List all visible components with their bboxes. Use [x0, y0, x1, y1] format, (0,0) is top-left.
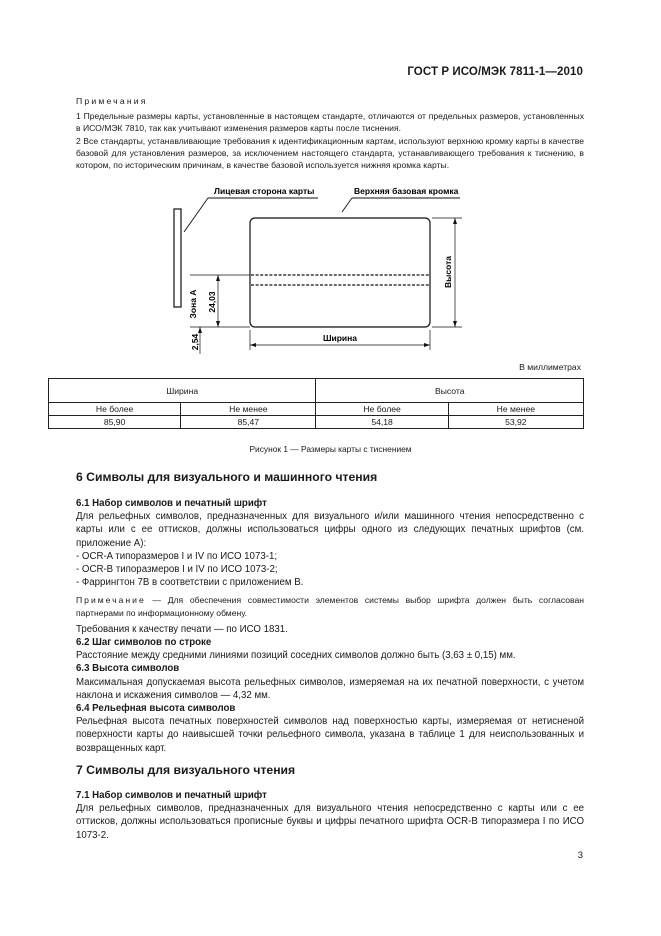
note-label: Примечание — [76, 595, 146, 606]
units-label: В миллиметрах — [519, 362, 581, 372]
paragraph: Для рельефных символов, предназначенных для визуального и/или машинного чтения непосредственно с карты или с ее оттисков, должны использоваться цифры одного из следующих печатных шрифтов (см. приложение А): — [76, 511, 584, 549]
col-height-header: Высота — [316, 379, 584, 403]
list-item: - OCR-B типоразмеров I и IV по ИСО 1073-2; — [76, 564, 278, 576]
paragraph: Расстояние между средними линиями позиций соседних символов должно быть (3,63 ± 0,15) мм. — [76, 650, 516, 662]
section-7-body — [76, 789, 584, 842]
label-height: Высота — [443, 256, 453, 288]
table-cell: 85,47 — [181, 416, 316, 429]
sub-header: Не менее — [448, 403, 583, 416]
card-front-view — [250, 218, 430, 327]
section-6-title: 6 Символы для визуального и машинного чтения — [76, 470, 378, 484]
subsection-6-4-title: 6.4 Рельефная высота символов — [76, 703, 236, 715]
table-cell: 53,92 — [448, 416, 583, 429]
paragraph: Рельефная высота печатных поверхностей символов над поверхностью карты, измеряемая от нетисненой поверхности карты до наивысшей точки рельефного символа, указана в таблице 1 для неиспользованных и возвращенных карт. — [76, 716, 584, 754]
note-text: — Для обеспечения совместимости элементов системы выбор шрифта должен быть согласован партнерами по информационному обмену. — [76, 595, 584, 618]
label-zone-dimension: 24,03 — [207, 291, 217, 313]
label-face-side: Лицевая сторона карты — [214, 186, 315, 196]
section-6-body — [76, 497, 584, 755]
page-number: 3 — [577, 850, 583, 861]
sub-header: Не более — [316, 403, 448, 416]
label-offset-dimension: 2,54 — [190, 333, 200, 351]
subsection-6-3-title: 6.3 Высота символов — [76, 663, 180, 675]
paragraph: Максимальная допускаемая высота рельефных символов, измеряемая на их печатной поверхности, с учетом наклона и искажения символов — 4,32 мм. — [76, 676, 584, 701]
section-7-title: 7 Символы для визуального чтения — [76, 763, 296, 777]
notes-block — [76, 95, 584, 171]
subsection-6-1-title: 6.1 Набор символов и печатный шрифт — [76, 498, 267, 509]
paragraph: Для рельефных символов, предназначенных для визуального чтения непосредственно с карты или с ее оттисков, должны использоваться прописные буквы и цифры печатного шрифта OCR-B типоразмера I по ИСО 1073-2. — [76, 803, 584, 841]
list-item: - Фаррингтон 7В в соответствии с приложением В. — [76, 577, 304, 589]
figure-caption: Рисунок 1 — Размеры карты с тиснением — [249, 444, 412, 454]
note-item: 1 Предельные размеры карты, установленные в настоящем стандарте, отличаются от предельных размеров, установленных в ИСО/МЭК 7810, так как учитывают изменения размеров карты после тиснения. — [76, 111, 584, 134]
paragraph: Требования к качеству печати — по ИСО 1831. — [76, 623, 288, 635]
note-item: 2 Все стандарты, устанавливающие требования к идентификационным картам, используют верхнюю кромку карты в качестве базовой для установления размеров, за исключением настоящего стандарта, устанавливающего требования к тиснению, в котором, по историческим причинам, в качестве базовой используется нижняя кромка карты. — [76, 135, 584, 171]
document-header: ГОСТ Р ИСО/МЭК 7811-1—2010 — [407, 66, 583, 78]
subsection-7-1-title: 7.1 Набор символов и печатный шрифт — [76, 790, 267, 801]
label-top-edge: Верхняя базовая кромка — [354, 186, 459, 196]
dimensions-table — [48, 378, 584, 429]
card-dimensions-diagram — [170, 182, 470, 357]
col-width-header: Ширина — [49, 379, 316, 403]
sub-header: Не менее — [181, 403, 316, 416]
notes-title: Примечания — [76, 96, 148, 106]
list-item: - OCR-A типоразмеров I и IV по ИСО 1073-1; — [76, 550, 278, 562]
table-cell: 85,90 — [49, 416, 181, 429]
label-width: Ширина — [322, 333, 358, 343]
sub-header: Не более — [49, 403, 181, 416]
card-side-view — [174, 209, 181, 307]
note-paragraph — [76, 594, 584, 618]
label-zone-a: Зона А — [188, 289, 198, 319]
table-cell: 54,18 — [316, 416, 448, 429]
subsection-6-2-title: 6.2 Шаг символов по строке — [76, 637, 212, 649]
